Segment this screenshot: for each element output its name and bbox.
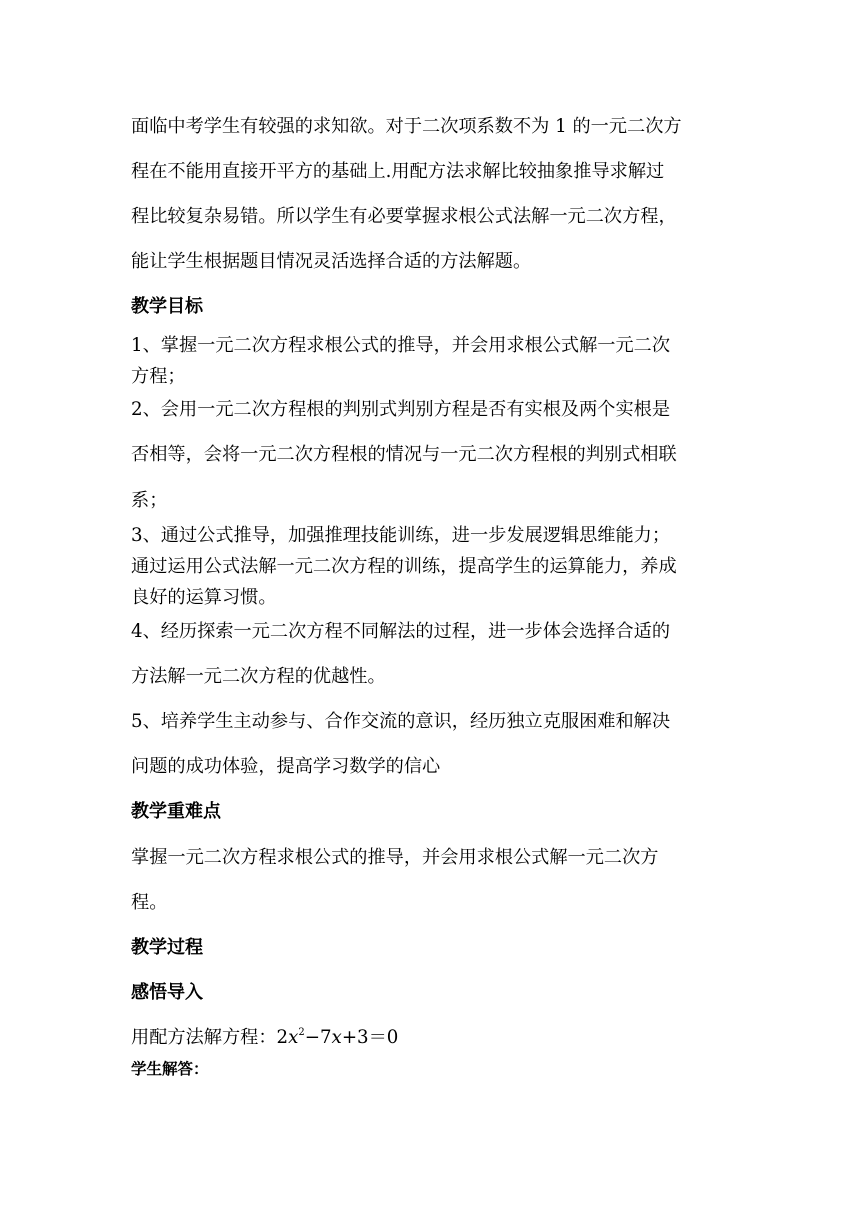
- section-heading-objectives: 教学目标: [131, 296, 203, 317]
- key-point-line: 掌握一元二次方程求根公式的推导，并会用求根公式解一元二次方: [131, 847, 659, 868]
- equation-variable: x: [331, 1027, 342, 1048]
- subheading-intro: 感悟导入: [131, 982, 203, 1003]
- equation-middle: −7: [304, 1027, 332, 1048]
- objective-line: 良好的运算习惯。: [131, 587, 277, 608]
- intro-line: 程在不能用直接开平方的基础上.用配方法求解比较抽象推导求解过: [131, 161, 665, 182]
- objective-line: 5、培养学生主动参与、合作交流的意识，经历独立克服困难和解决: [131, 711, 671, 732]
- objective-line: 2、会用一元二次方程根的判别式判别方程是否有实根及两个实根是: [131, 399, 671, 420]
- objective-line: 系；: [131, 490, 168, 511]
- section-heading-key-points: 教学重难点: [131, 801, 221, 822]
- equation-variable: x: [288, 1027, 299, 1048]
- objective-line: 否相等，会将一元二次方程根的情况与一元二次方程根的判别式相联: [131, 444, 677, 465]
- equation-exponent: 2: [298, 1027, 305, 1038]
- intro-line: 程比较复杂易错。所以学生有必要掌握求根公式法解一元二次方程，: [131, 206, 677, 227]
- objective-line: 1、掌握一元二次方程求根公式的推导，并会用求根公式解一元二次: [131, 335, 671, 356]
- objective-line: 方法解一元二次方程的优越性。: [131, 666, 386, 687]
- intro-line: 能让学生根据题目情况灵活选择合适的方法解题。: [131, 251, 532, 272]
- objective-line: 通过运用公式法解一元二次方程的训练，提高学生的运算能力，养成: [131, 556, 677, 577]
- objective-line: 4、经历探索一元二次方程不同解法的过程，进一步体会选择合适的: [131, 621, 671, 642]
- equation-tail: +3＝0: [341, 1027, 399, 1048]
- objective-line: 问题的成功体验，提高学习数学的信心: [131, 756, 441, 777]
- objective-line: 3、通过公式推导，加强推理技能训练，进一步发展逻辑思维能力；: [131, 525, 671, 546]
- key-point-line: 程。: [131, 892, 168, 913]
- intro-line: 面临中考学生有较强的求知欲。对于二次项系数不为 1 的一元二次方: [131, 116, 682, 137]
- student-answer-label: 学生解答：: [131, 1060, 209, 1078]
- section-heading-process: 教学过程: [131, 937, 203, 958]
- equation-coef: 2: [276, 1027, 289, 1048]
- task-prefix: 用配方法解方程：: [131, 1027, 277, 1048]
- objective-line: 方程；: [131, 366, 186, 387]
- task-equation: [131, 1029, 398, 1047]
